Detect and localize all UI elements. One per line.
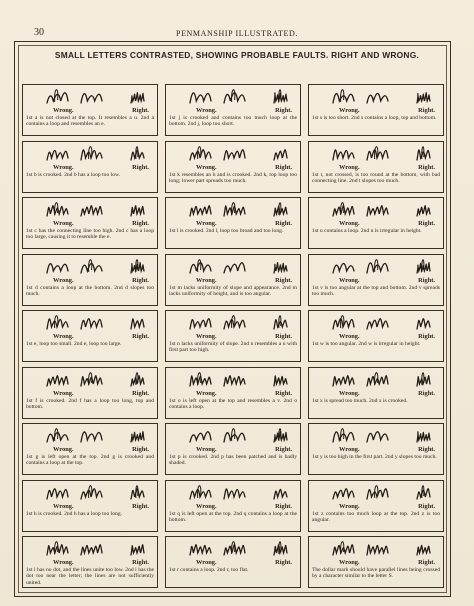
fault-description: 1st n lacks uniformity of slope. 2nd n resembles a u with first part too high. xyxy=(169,341,297,354)
fault-description: 1st y is too high in the first part. 2nd y slopes too much. xyxy=(312,454,437,460)
specimen-cell xyxy=(22,423,158,475)
script-specimens xyxy=(309,424,445,448)
script-specimens xyxy=(166,368,302,392)
script-specimens xyxy=(166,85,302,109)
wrong-label: Wrong. xyxy=(53,333,74,340)
script-specimens xyxy=(166,424,302,448)
wrong-specimen-2 xyxy=(224,488,245,498)
script-specimens xyxy=(309,368,445,392)
wrong-specimen-1 xyxy=(47,150,68,160)
wrong-specimen-2 xyxy=(81,319,102,329)
wrong-label: Wrong. xyxy=(196,446,217,453)
wrong-specimen-1 xyxy=(47,263,68,272)
wrong-label: Wrong. xyxy=(339,446,360,453)
script-specimens xyxy=(23,424,159,448)
specimen-cell xyxy=(308,310,444,362)
specimen-cell xyxy=(308,141,444,193)
fault-description: 1st u contains a loop. 2nd u is irregular in height. xyxy=(312,228,422,234)
wrong-specimen-2 xyxy=(81,545,102,555)
running-head xyxy=(0,0,474,40)
wrong-label: Wrong. xyxy=(196,559,217,566)
fault-description: The dollar mark should have parallel lines being crossed by a character similar to the letter S. xyxy=(312,567,440,580)
fault-description: 1st c has the connecting line too high. 2nd c has a loop too large, causing it to resemble the e. xyxy=(26,228,154,241)
wrong-specimen-2 xyxy=(367,545,388,555)
specimen-cell xyxy=(308,423,444,475)
specimen-cell xyxy=(165,84,301,136)
wrong-specimen-2 xyxy=(224,149,245,159)
fault-description: 1st v is too angular at the top and bottom. 2nd v spreads too much. xyxy=(312,284,440,297)
wrong-specimen-2 xyxy=(81,94,102,103)
wrong-specimen-1 xyxy=(333,263,354,273)
script-specimens xyxy=(166,198,302,222)
specimen-cell xyxy=(165,367,301,419)
wrong-specimen-2 xyxy=(367,432,388,442)
right-label: Right. xyxy=(275,107,292,114)
right-label: Right. xyxy=(275,333,292,340)
script-specimens xyxy=(309,537,445,561)
page-heading: SMALL LETTERS CONTRASTED, SHOWING PROBABLE FAULTS. RIGHT AND WRONG. xyxy=(54,50,420,60)
right-specimen xyxy=(417,432,430,442)
wrong-label: Wrong. xyxy=(53,559,74,566)
right-label: Right. xyxy=(132,333,149,340)
specimen-cell xyxy=(165,254,301,306)
wrong-specimen-2 xyxy=(367,93,388,103)
fault-description: 1st z contains too much loop at the top. 2nd z is too angular. xyxy=(312,510,440,523)
wrong-specimen-2 xyxy=(224,262,245,272)
wrong-label: Wrong. xyxy=(53,502,74,510)
script-specimens xyxy=(309,198,445,222)
right-specimen xyxy=(131,206,144,216)
specimen-cell xyxy=(22,84,158,136)
script-specimens xyxy=(309,255,445,279)
specimen-cell xyxy=(308,254,444,306)
page-number: 30 xyxy=(34,27,44,38)
wrong-specimen-1 xyxy=(190,93,211,103)
wrong-specimen-1 xyxy=(47,375,68,385)
wrong-specimen-1 xyxy=(333,375,354,385)
wrong-label: Wrong. xyxy=(196,333,217,340)
fault-description: 1st l is crooked. 2nd l, loop too broad and too long. xyxy=(169,228,284,234)
right-label: Right. xyxy=(132,389,149,397)
specimen-cell xyxy=(22,254,158,306)
script-specimens xyxy=(23,481,159,505)
specimen-cell xyxy=(22,480,158,532)
script-specimens xyxy=(309,311,445,335)
right-label: Right. xyxy=(132,163,149,171)
specimen-cell xyxy=(22,197,158,249)
script-specimens xyxy=(23,311,159,335)
right-specimen xyxy=(274,149,287,159)
script-specimens xyxy=(309,85,445,109)
right-label: Right. xyxy=(275,163,292,171)
specimen-cell xyxy=(22,141,158,193)
fault-description: 1st t, not crossed, is too round at the bottom, with bad connecting line. 2nd t slopes too much. xyxy=(312,171,440,184)
fault-description: 1st r contains a loop. 2nd r, too flat. xyxy=(169,567,249,573)
wrong-label: Wrong. xyxy=(53,163,74,171)
wrong-label: Wrong. xyxy=(339,502,360,510)
specimen-cell xyxy=(165,141,301,193)
right-label: Right. xyxy=(418,220,435,227)
script-specimens xyxy=(23,537,159,561)
right-specimen xyxy=(417,319,430,329)
wrong-specimen-1 xyxy=(190,319,211,329)
script-specimens xyxy=(166,142,302,166)
wrong-specimen-1 xyxy=(333,149,354,159)
script-specimens xyxy=(23,255,159,279)
fault-description: 1st f is crooked. 2nd f has a loop too long, top and bottom. xyxy=(26,397,154,410)
right-specimen xyxy=(131,432,144,442)
wrong-specimen-2 xyxy=(81,206,102,216)
wrong-label: Wrong. xyxy=(339,389,360,397)
right-label: Right. xyxy=(418,276,435,284)
wrong-specimen-2 xyxy=(224,375,245,385)
right-specimen xyxy=(417,545,430,555)
fault-description: 1st b is crooked. 2nd b has a loop too low. xyxy=(26,171,121,178)
right-specimen xyxy=(417,206,430,216)
script-specimens xyxy=(166,255,302,279)
fault-description: 1st x is spread too much. 2nd x is crooked. xyxy=(312,397,408,404)
right-label: Right. xyxy=(275,389,292,397)
wrong-label: Wrong. xyxy=(339,333,360,340)
right-label: Right. xyxy=(132,502,149,510)
fault-description: 1st j is crooked and contains too much loop at the bottom. 2nd j, loop too short. xyxy=(169,115,297,128)
wrong-specimen-1 xyxy=(190,545,211,555)
script-specimens xyxy=(23,85,159,109)
script-specimens xyxy=(23,142,159,166)
fault-description: 1st g is left open at the top. 2nd g is crooked and contains a loop at the top. xyxy=(26,454,154,467)
right-label: Right. xyxy=(418,446,435,453)
specimen-grid xyxy=(22,84,444,592)
specimen-cell xyxy=(308,197,444,249)
right-label: Right. xyxy=(275,446,292,453)
specimen-cell xyxy=(165,536,301,588)
right-specimen xyxy=(417,93,430,103)
wrong-label: Wrong. xyxy=(339,220,360,227)
right-label: Right. xyxy=(418,559,435,566)
right-label: Right. xyxy=(418,333,435,340)
right-specimen xyxy=(274,375,287,385)
script-specimens xyxy=(23,368,159,392)
fault-description: 1st a is not closed at the top. It resembles a u. 2nd a contains a loop and resembles an e. xyxy=(26,115,154,128)
script-specimens xyxy=(23,198,159,222)
right-specimen-stroke xyxy=(136,485,138,497)
script-specimens xyxy=(166,481,302,505)
specimen-cell xyxy=(165,197,301,249)
right-label: Right. xyxy=(132,107,149,114)
script-specimens xyxy=(309,481,445,505)
fault-description: 1st e, loop too small. 2nd e, loop too large. xyxy=(26,341,122,347)
right-label: Right. xyxy=(275,276,292,284)
wrong-label: Wrong. xyxy=(196,163,217,171)
fault-description: 1st p is crooked. 2nd p has been patched and is badly shaded. xyxy=(169,454,297,467)
fault-description: 1st m lacks uniformity of slope and appearance. 2nd m lacks uniformity of height, and is too angular. xyxy=(169,284,297,297)
wrong-label: Wrong. xyxy=(53,220,74,227)
fault-description: 1st k resembles an h and is crooked. 2nd k, top loop too long; lower part spreads too much. xyxy=(169,171,297,184)
wrong-specimen-2 xyxy=(367,206,388,216)
specimen-cell xyxy=(308,84,444,136)
specimen-cell xyxy=(165,423,301,475)
wrong-specimen-1 xyxy=(190,432,211,442)
wrong-label: Wrong. xyxy=(196,502,217,510)
right-label: Right. xyxy=(132,220,149,227)
right-specimen xyxy=(274,489,287,499)
wrong-label: Wrong. xyxy=(339,559,360,566)
fault-description: 1st o is left open at the top and resembles a v. 2nd o contains a loop. xyxy=(169,397,297,410)
fault-description: 1st i has no dot, and the lines unite too low. 2nd i has the dot too near the letter; the lines are not sufficiently united. xyxy=(26,567,154,586)
right-label: Right. xyxy=(418,163,435,171)
wrong-label: Wrong. xyxy=(53,389,74,397)
wrong-specimen-2 xyxy=(367,319,388,329)
wrong-label: Wrong. xyxy=(196,220,217,227)
right-label: Right. xyxy=(275,559,292,566)
right-label: Right. xyxy=(418,107,435,114)
wrong-label: Wrong. xyxy=(53,107,74,114)
fault-description: 1st s is too short. 2nd s contains a loop, top and bottom. xyxy=(312,115,437,121)
right-specimen xyxy=(131,319,144,329)
column-3 xyxy=(308,84,444,592)
script-specimens xyxy=(166,311,302,335)
wrong-specimen-1 xyxy=(47,488,68,498)
right-specimen xyxy=(131,545,144,555)
specimen-cell xyxy=(22,536,158,588)
right-label: Right. xyxy=(418,389,435,397)
wrong-label: Wrong. xyxy=(339,107,360,114)
specimen-cell xyxy=(308,536,444,588)
wrong-label: Wrong. xyxy=(339,276,360,284)
wrong-label: Wrong. xyxy=(196,389,217,397)
right-specimen xyxy=(131,93,144,103)
right-label: Right. xyxy=(132,276,149,284)
fault-description: 1st d contains a loop at the bottom. 2nd d slopes too much. xyxy=(26,284,154,297)
fault-description: 1st h is crooked. 2nd h has a loop too long. xyxy=(26,510,123,517)
specimen-cell xyxy=(165,480,301,532)
wrong-specimen-2 xyxy=(81,432,102,442)
column-2 xyxy=(165,84,301,592)
right-specimen xyxy=(274,262,287,272)
wrong-label: Wrong. xyxy=(196,107,217,114)
wrong-label: Wrong. xyxy=(196,276,217,284)
script-specimens xyxy=(309,142,445,166)
right-label: Right. xyxy=(132,446,149,453)
right-label: Right. xyxy=(275,502,292,510)
specimen-cell xyxy=(308,480,444,532)
right-label: Right. xyxy=(132,559,149,566)
specimen-cell xyxy=(22,310,158,362)
wrong-specimen-1 xyxy=(190,206,211,216)
specimen-cell xyxy=(22,367,158,419)
wrong-label: Wrong. xyxy=(53,276,74,284)
right-label: Right. xyxy=(418,502,435,510)
wrong-label: Wrong. xyxy=(53,446,74,453)
wrong-label: Wrong. xyxy=(339,163,360,171)
wrong-specimen-1-stroke xyxy=(341,542,344,554)
running-title: PENMANSHIP ILLUSTRATED. xyxy=(176,29,298,38)
wrong-specimen-1 xyxy=(333,488,354,498)
right-label: Right. xyxy=(275,220,292,227)
column-1 xyxy=(22,84,158,592)
wrong-specimen-2-stroke xyxy=(375,372,378,384)
specimen-cell xyxy=(165,310,301,362)
fault-description: 1st q is left open at the top. 2nd q contains a loop at the bottom. xyxy=(169,510,297,523)
specimen-cell xyxy=(308,367,444,419)
script-specimens xyxy=(166,537,302,561)
fault-description: 1st w is too angular. 2nd w is irregular in height. xyxy=(312,341,421,347)
